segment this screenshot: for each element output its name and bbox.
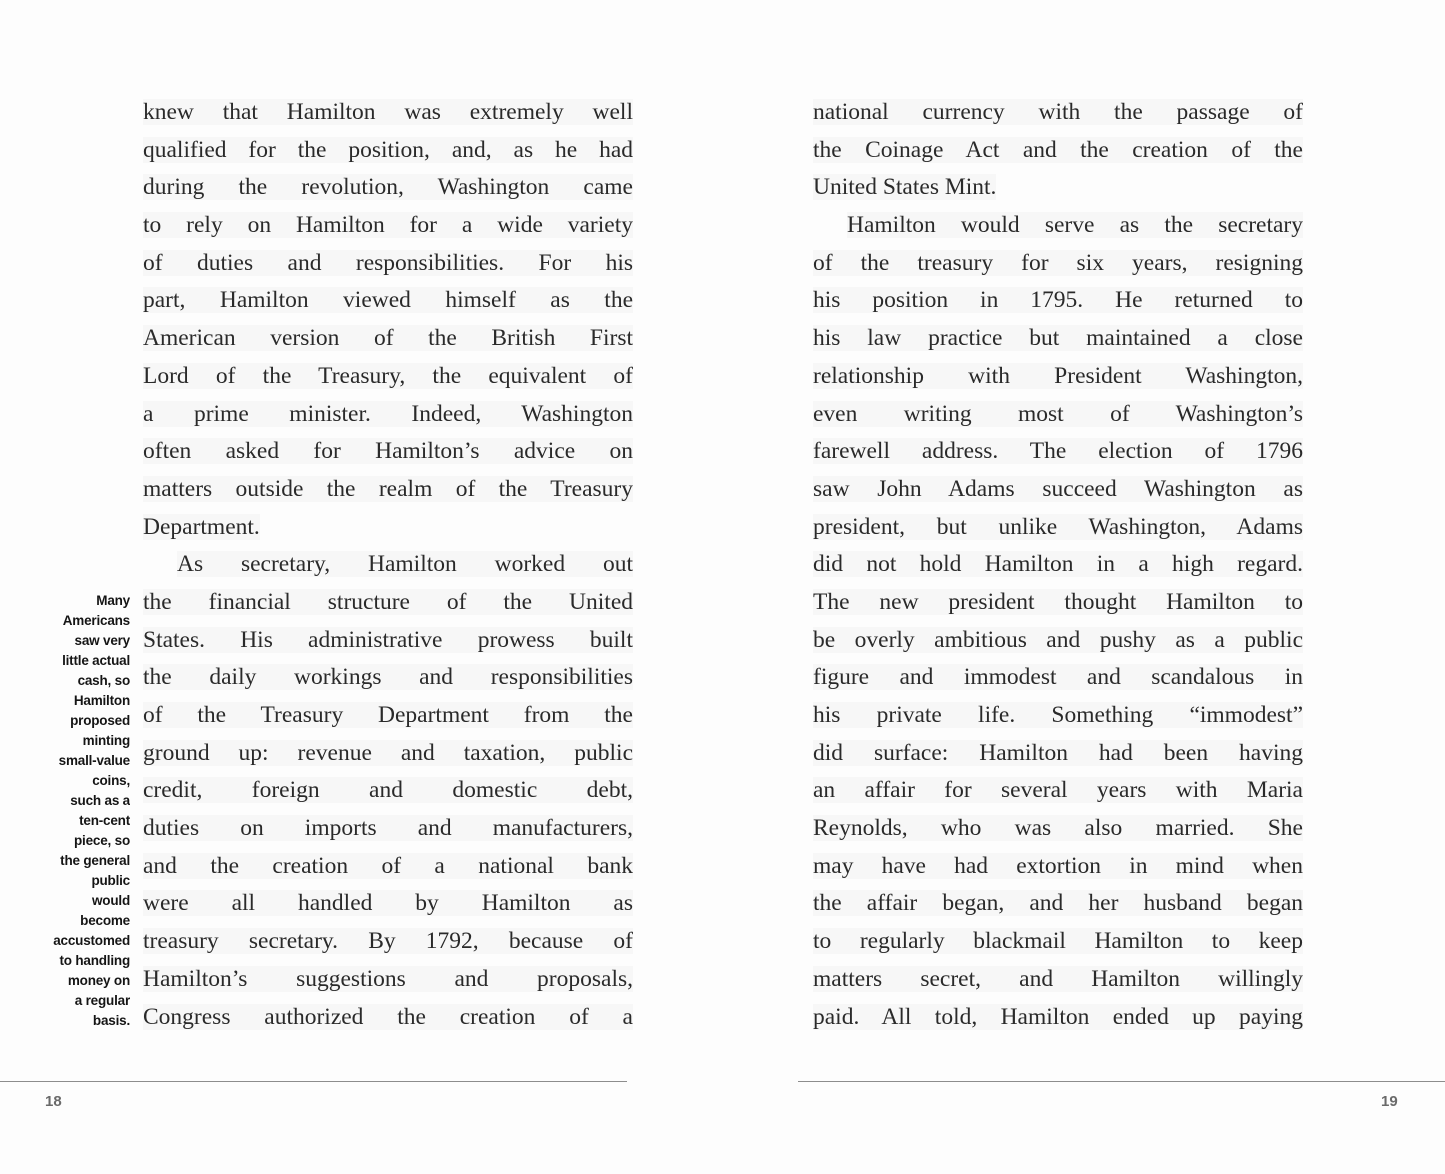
text-line: of the treasury for six years, resigning	[813, 249, 1303, 276]
text-line: even writing most of Washington’s	[813, 400, 1303, 427]
text-line: of duties and responsibilities. For his	[143, 249, 633, 276]
text-line: national currency with the passage of	[813, 99, 1303, 125]
text-line: money on	[67, 973, 130, 988]
text-line: and the creation of a national bank	[143, 852, 633, 879]
text-line: matters secret, and Hamilton willingly	[813, 965, 1303, 992]
text-line: Americans	[62, 613, 130, 628]
text-line: proposed	[70, 713, 130, 728]
text-line: saw John Adams succeed Washington as	[813, 475, 1303, 502]
left-page-number: 18	[45, 1093, 62, 1110]
text-line: to rely on Hamilton for a wide variety	[143, 212, 633, 239]
left-page-body-text	[143, 94, 633, 1036]
text-line: coins,	[92, 773, 130, 788]
text-line: his position in 1795. He returned to	[813, 287, 1303, 314]
text-line: matters outside the realm of the Treasury	[143, 475, 633, 502]
text-line: knew that Hamilton was extremely well	[143, 99, 633, 125]
left-page-footer-rule	[0, 1081, 627, 1082]
text-line: did surface: Hamilton had been having	[813, 739, 1303, 766]
text-line: did not hold Hamilton in a high regard.	[813, 551, 1303, 578]
text-line: small-value	[58, 753, 130, 768]
text-line: basis.	[92, 1013, 130, 1028]
text-line: Department.	[143, 513, 260, 540]
text-line: a regular	[74, 993, 130, 1008]
text-line: United States Mint.	[813, 174, 997, 201]
text-line: ground up: revenue and taxation, public	[143, 739, 633, 766]
margin-note	[30, 591, 130, 1031]
right-page-body-text	[813, 94, 1303, 1036]
text-line: As secretary, Hamilton worked out	[177, 551, 633, 578]
text-line: Reynolds, who was also married. She	[813, 815, 1303, 842]
text-line: little actual	[62, 653, 130, 668]
text-line: American version of the British First	[143, 325, 633, 352]
text-line: Congress authorized the creation of a	[143, 1003, 633, 1030]
text-line: cash, so	[77, 673, 130, 688]
text-line: minting	[82, 733, 130, 748]
text-line: figure and immodest and scandalous in	[813, 664, 1303, 691]
right-page-number: 19	[1381, 1093, 1398, 1110]
text-line: treasury secretary. By 1792, because of	[143, 928, 633, 955]
text-line: Hamilton would serve as the secretary	[847, 212, 1303, 239]
text-line: become	[80, 913, 130, 928]
text-line: The new president thought Hamilton to	[813, 588, 1303, 615]
text-line: were all handled by Hamilton as	[143, 890, 633, 917]
text-line: such as a	[70, 793, 130, 808]
text-line: often asked for Hamilton’s advice on	[143, 438, 633, 465]
text-line: piece, so	[74, 833, 130, 848]
text-line: duties on imports and manufacturers,	[143, 815, 633, 842]
text-line: a prime minister. Indeed, Washington	[143, 400, 633, 427]
text-line: to regularly blackmail Hamilton to keep	[813, 928, 1303, 955]
text-line: his private life. Something “immodest”	[813, 702, 1303, 728]
text-line: the daily workings and responsibilities	[143, 664, 633, 691]
text-line: an affair for several years with Maria	[813, 777, 1303, 804]
text-line: paid. All told, Hamilton ended up paying	[813, 1003, 1303, 1030]
text-line: the financial structure of the United	[143, 588, 633, 615]
text-line: Many	[96, 593, 130, 608]
right-page-footer-rule	[798, 1081, 1445, 1082]
text-line: of the Treasury Department from the	[143, 702, 633, 728]
text-line: would	[92, 893, 130, 908]
text-line: States. His administrative prowess built	[143, 626, 633, 653]
text-line: the affair began, and her husband began	[813, 890, 1303, 917]
text-line: to handling	[59, 953, 130, 968]
text-line: Lord of the Treasury, the equivalent of	[143, 362, 633, 389]
text-line: public	[91, 873, 130, 888]
text-line: part, Hamilton viewed himself as the	[143, 287, 633, 314]
text-line: the general	[60, 853, 130, 868]
text-line: farewell address. The election of 1796	[813, 438, 1303, 465]
text-line: ten-cent	[79, 813, 130, 828]
text-line: Hamilton’s suggestions and proposals,	[143, 965, 633, 992]
text-line: credit, foreign and domestic debt,	[143, 777, 633, 804]
text-line: qualified for the position, and, as he had	[143, 136, 633, 163]
text-line: during the revolution, Washington came	[143, 174, 633, 201]
text-line: accustomed	[53, 933, 130, 948]
text-line: president, but unlike Washington, Adams	[813, 513, 1303, 540]
text-line: the Coinage Act and the creation of the	[813, 136, 1303, 163]
text-line: Hamilton	[73, 693, 130, 708]
text-line: be overly ambitious and pushy as a public	[813, 626, 1303, 653]
text-line: relationship with President Washington,	[813, 362, 1303, 389]
text-line: saw very	[74, 633, 130, 648]
text-line: his law practice but maintained a close	[813, 325, 1303, 352]
text-line: may have had extortion in mind when	[813, 852, 1303, 879]
